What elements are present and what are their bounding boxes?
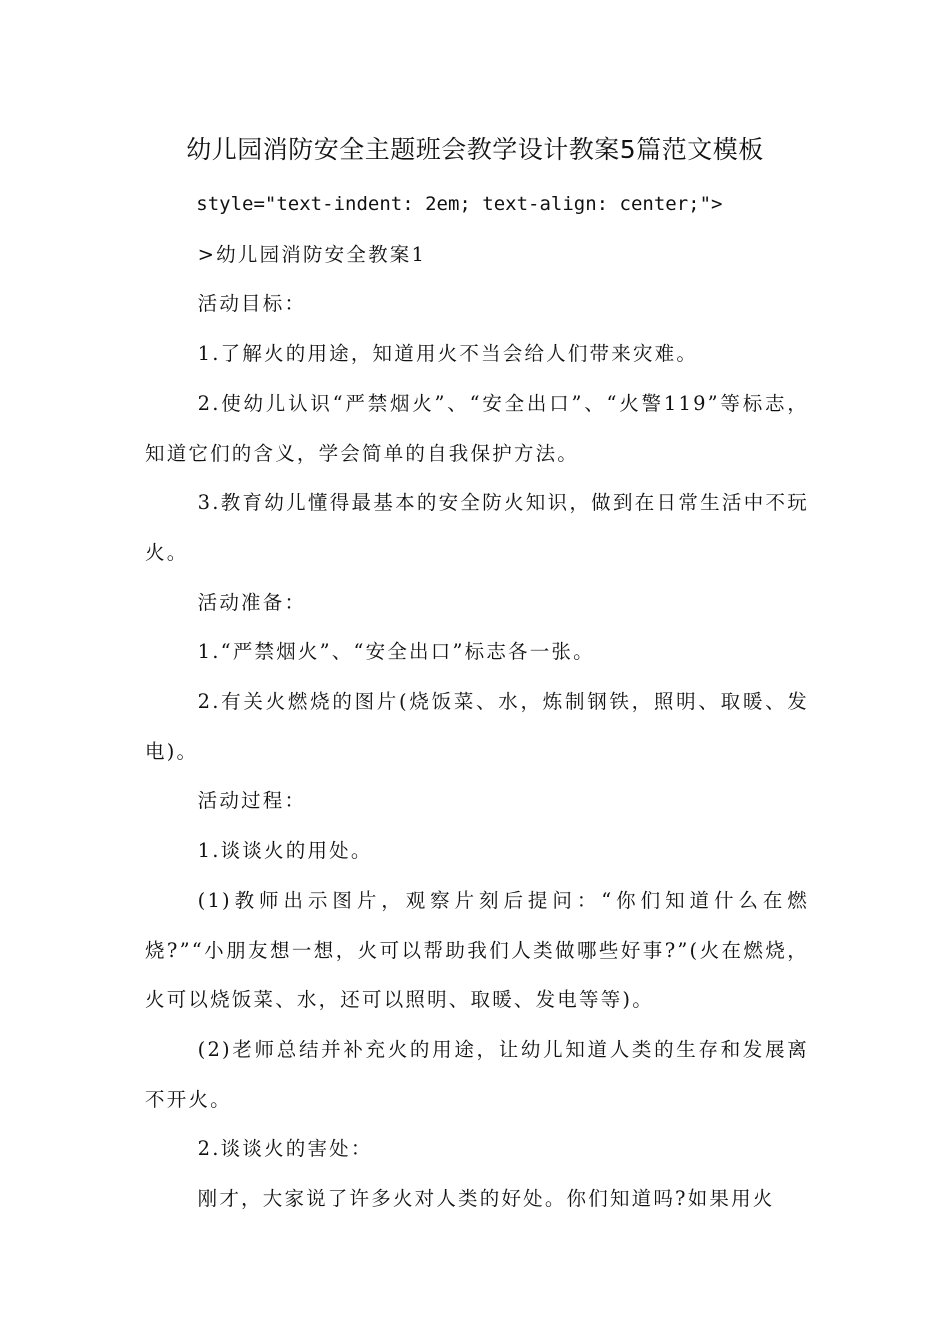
- paragraph-prep-2: 2.有关火燃烧的图片(烧饭菜、水，炼制钢铁，照明、取暖、发电)。: [145, 690, 809, 763]
- paragraph-process-1a: (1)教师出示图片，观察片刻后提问：“你们知道什么在燃烧?”“小朋友想一想，火可以帮助我们人类做哪些好事?”(火在燃烧，火可以烧饭菜、水，还可以照明、取暖、发电等等)。: [145, 888, 809, 1012]
- paragraph-process-2: 2.谈谈火的害处：: [197, 1137, 373, 1161]
- paragraph-goals-heading: 活动目标：: [197, 292, 307, 316]
- document-title: 幼儿园消防安全主题班会教学设计教案5篇范文模板: [186, 135, 764, 164]
- paragraph-goal-2: 2.使幼儿认识“严禁烟火”、“安全出口”、“火警119”等标志，知道它们的含义，学会简单的自我保护方法。: [145, 391, 809, 465]
- paragraph-process-2-text: 刚才，大家说了许多火对人类的好处。你们知道吗?如果用火: [197, 1187, 775, 1211]
- document-body: [145, 180, 809, 1224]
- paragraph-process-1b: (2)老师总结并补充火的用途，让幼儿知道人类的生存和发展离不开火。: [145, 1037, 809, 1111]
- paragraph-process-1: 1.谈谈火的用处。: [197, 839, 373, 863]
- paragraph-process-heading: 活动过程：: [197, 789, 307, 813]
- paragraph-style-code: style="text-indent: 2em; text-align: center;">: [196, 193, 723, 215]
- paragraph-prep-1: 1.“严禁烟火”、“安全出口”标志各一张。: [197, 640, 595, 664]
- paragraph-goal-3: 3.教育幼儿懂得最基本的安全防火知识，做到在日常生活中不玩火。: [145, 491, 809, 564]
- paragraph-lesson-heading: >幼儿园消防安全教案1: [197, 242, 427, 266]
- paragraph-prep-heading: 活动准备：: [197, 590, 307, 614]
- paragraph-goal-1: 1.了解火的用途，知道用火不当会给人们带来灾难。: [197, 342, 699, 366]
